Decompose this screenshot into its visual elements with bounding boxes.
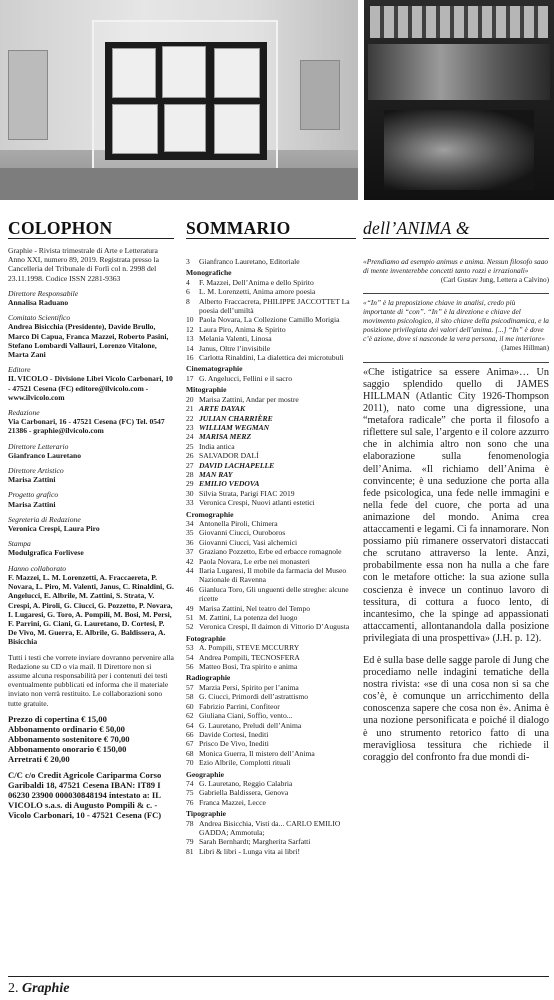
toc-title: G. Lauretano, Reggio Calabria	[199, 778, 293, 788]
toc-page-number: 64	[186, 720, 194, 730]
colophon-notice: Tutti i testi che vorrete inviare dovranno pervenire alla Redazione su CD o via mail. Il Direttore non si assume alcuna responsabilità per i contenuti dei testi eventualmente pubblicati ed informa che il materiale inviato non verrà restituito. Le collaborazioni sono tutte gratuite.	[8, 652, 174, 708]
toc-page-number: 35	[186, 528, 194, 538]
quote-divider	[363, 362, 549, 363]
colophon-value: Modulgrafica Forlivese	[8, 548, 84, 558]
toc-title: Libri & libri - Lunga vita ai libri!	[199, 846, 301, 856]
toc-entry[interactable]	[186, 423, 356, 432]
price-line: Arretrati € 20,00	[8, 753, 70, 764]
toc-entry[interactable]	[186, 847, 356, 856]
colophon-value: Andrea Bisicchia (Presidente), Davide Brullo, Marco Di Capua, Franca Mazzei, Roberto Pasini, Stefano Lombardi Vallauri, Lorenzo Vitalone, Marta Zani	[8, 322, 169, 360]
page-footer	[8, 981, 69, 997]
toc-page-number: 54	[186, 652, 194, 662]
toc-entry[interactable]	[186, 749, 356, 758]
toc-page-number: 79	[186, 837, 194, 847]
toc-page-number: 68	[186, 748, 194, 758]
toc-section: Tipographie	[186, 809, 226, 819]
price-line: Abbonamento onorario € 150,00	[8, 743, 127, 754]
colophon-block	[8, 289, 174, 307]
toc-entry[interactable]	[186, 711, 356, 720]
mantel-photo	[364, 0, 554, 200]
colophon-block	[8, 539, 174, 557]
toc-title: EMILIO VEDOVA	[199, 479, 260, 489]
toc-page-number: 14	[186, 343, 194, 353]
toc-title: L. M. Lorenzetti, Anima amore poesia	[199, 287, 316, 297]
colophon-block	[8, 408, 174, 436]
toc-entry[interactable]	[186, 643, 356, 652]
toc-title: Alberto Fraccacreta, PHILIPPE JACCOTTET La poesia dell’umiltà	[199, 296, 350, 316]
toc-title: Paola Novara, La Collezione Camillo Morigia	[199, 315, 340, 325]
toc-title: Andrea Pompili, TECNOSFERA	[199, 652, 300, 662]
sommario-heading: SOMMARIO	[186, 218, 291, 238]
toc-section: Cinematographie	[186, 364, 243, 374]
colophon-label: Editore	[8, 365, 31, 375]
toc-section: Radiographie	[186, 673, 231, 683]
colophon-label: Redazione	[8, 408, 40, 418]
colophon-label: Direttore Artistico	[8, 466, 64, 476]
quote-divider	[363, 293, 549, 294]
toc-page-number: 17	[186, 373, 194, 383]
toc-page-number: 76	[186, 797, 194, 807]
article-heading: dell’ANIMA &	[363, 218, 470, 238]
article-body	[363, 367, 549, 764]
toc-entry[interactable]	[186, 432, 356, 441]
toc-title: Matteo Bosi, Tra spirito e anima	[199, 662, 298, 672]
toc-title: Melania Valenti, Linosa	[199, 334, 272, 344]
colophon-label: Direttore Responsabile	[8, 288, 79, 298]
colophon-label: Segreteria di Redazione	[8, 514, 81, 524]
toc-page-number: 49	[186, 603, 194, 613]
toc-entry[interactable]	[186, 344, 356, 353]
toc-entry[interactable]	[186, 257, 356, 266]
toc-page-number: 27	[186, 460, 194, 470]
toc-entry[interactable]	[186, 566, 356, 585]
toc-title: Janus, Oltre l’invisibile	[199, 343, 271, 353]
bank-details: C/C c/o Credit Agricole Cariparma Corso Garibaldi 18, 47521 Cesena IBAN: IT89 I 06230 23900 000030848194 intestato a: IL VICOLO s.a.s. di Augusto Pompili & c. - Vicolo Carbonari, 10 - 47521 Cesena (FC)	[8, 769, 162, 820]
toc-page-number: 30	[186, 488, 194, 498]
toc-title: A. Pompili, STEVE MCCURRY	[199, 643, 300, 653]
toc-title: Andrea Bisicchia, Visti da... CARLO EMILIO GADDA; Ammotula;	[199, 818, 341, 837]
toc-entry[interactable]	[186, 287, 356, 296]
colophon-value: IL VICOLO - Divisione Libri Vicolo Carbonari, 10 - 47521 Cesena (FC) editore@ilvicolo.com - www.ilvicolo.com	[8, 374, 173, 402]
toc-page-number: 16	[186, 353, 194, 363]
toc-page-number: 58	[186, 692, 194, 702]
toc-title: F. Mazzei, Dell’Anima e dello Spirito	[199, 277, 314, 287]
toc-page-number: 25	[186, 441, 194, 451]
colophon-value: Marisa Zattini	[8, 475, 56, 485]
toc-entry[interactable]	[186, 819, 356, 838]
toc-title: Gianluca Toro, Gli unguenti delle streghe: alcune ricette	[199, 584, 349, 604]
toc-entry[interactable]	[186, 442, 356, 451]
toc-page-number: 52	[186, 622, 194, 632]
toc-entry[interactable]	[186, 470, 356, 479]
toc-title: JULIAN CHARRIÈRE	[199, 413, 273, 423]
footer-rule	[8, 976, 549, 977]
exhibition-photo	[0, 0, 358, 200]
toc-page-number: 23	[186, 422, 194, 432]
colophon-block	[8, 515, 174, 533]
article-paragraph: «Che istigatrice sa essere Anima»… Un saggio splendido quello di JAMES HILLMAN (Atlantic City 1926-Thompson 2011), nato come una digressione, una “metafora radicale” che porta il filosofo a riflettere sul sale, l’argento e il colore azzurro che in alchimia altro non sono che una elaborazione sulla fenomenologia dell’Anima. «Il richiamo dell’Anima è convincente; è una seduzione che porta alla fede psicologica, una fede nelle immagini e nella fede del cuore, che porta ad una animazione del mondo. Anima crea attaccamenti e legami. Ci fa innamorare. Non possiamo più rimanere osservatori distaccati che scrutano attraverso la lente. Anzi, probabilmente essa non ha nulla a che fare con le metafore ottiche: la sua azione sulla coscienza è invece un continuo lavoro di tessitura, di cottura a fuoco lento, di incantesimo, che la spinge ad appassionati attaccamenti, allontanandola dalla posizione privilegiata di una prospettiva» (J.H. p. 12).	[363, 366, 549, 644]
toc-page-number: 4	[186, 277, 190, 287]
table-of-contents	[186, 257, 356, 856]
colophon-label: Progetto grafico	[8, 490, 59, 500]
toc-entry[interactable]	[186, 585, 356, 604]
toc-page-number: 66	[186, 729, 194, 739]
toc-title: Antonella Piroli, Chimera	[199, 518, 278, 528]
toc-entry[interactable]	[186, 461, 356, 470]
toc-entry[interactable]	[186, 315, 356, 324]
toc-title: Sarah Bernhardt; Margherita Sarfatti	[199, 837, 311, 847]
toc-page-number: 13	[186, 334, 194, 344]
price-list	[8, 714, 174, 764]
toc-page-number: 34	[186, 518, 194, 528]
toc-page-number: 44	[186, 566, 194, 575]
colophon-value: Veronica Crespi, Laura Piro	[8, 524, 100, 534]
toc-title: Silvia Strata, Parigi FIAC 2019	[199, 488, 295, 498]
toc-title: Giuliana Ciani, Soffio, vento...	[199, 711, 293, 721]
toc-title: Gabriella Baldissera, Genova	[199, 788, 289, 798]
toc-page-number: 21	[186, 404, 194, 414]
toc-page-number: 33	[186, 498, 194, 508]
toc-entry[interactable]	[186, 353, 356, 362]
toc-section: Mitographie	[186, 385, 227, 395]
toc-page-number: 20	[186, 394, 194, 404]
page-number: 2.	[8, 981, 19, 996]
toc-page-number: 62	[186, 711, 194, 721]
toc-entry[interactable]	[186, 788, 356, 797]
colophon	[8, 246, 174, 826]
toc-entry[interactable]	[186, 758, 356, 767]
toc-entry[interactable]	[186, 489, 356, 498]
toc-title: Monica Guerra, Il mistero dell’Anima	[199, 748, 315, 758]
toc-entry[interactable]	[186, 779, 356, 788]
colophon-blocks	[8, 289, 174, 647]
toc-page-number: 28	[186, 469, 194, 479]
toc-entry[interactable]	[186, 278, 356, 287]
toc-page-number: 70	[186, 758, 194, 768]
toc-title: Marzia Persi, Spirito per l’anima	[199, 682, 299, 692]
toc-page-number: 56	[186, 662, 194, 672]
toc-page-number: 10	[186, 315, 194, 325]
toc-page-number: 60	[186, 701, 194, 711]
toc-title: India antica	[199, 441, 235, 451]
toc-title: Marisa Zattini, Nel teatro del Tempo	[199, 603, 311, 613]
toc-entry[interactable]	[186, 702, 356, 711]
toc-section: Fotographie	[186, 633, 226, 643]
colophon-block	[8, 442, 174, 460]
toc-page-number: 26	[186, 451, 194, 461]
hillman-quote: «“In” è la preposizione chiave in analisi, credo più importante di “con”. “In” è la direzione e chiave del movimento psicologico, il sito chiave della psicodinamica, e la posizione privilegiata dei valori dell’anima. [...] “In” è dove c’è azione, dove si nasconde la vera persona, il me interiore»	[363, 298, 549, 344]
toc-page-number: 22	[186, 413, 194, 423]
toc-title: Franca Mazzei, Lecce	[199, 797, 266, 807]
toc-section: Geographie	[186, 769, 224, 779]
toc-title: WILLIAM WEGMAN	[199, 422, 270, 432]
colophon-block	[8, 564, 174, 647]
toc-page-number: 24	[186, 432, 194, 442]
toc-entry[interactable]	[186, 721, 356, 730]
toc-entry[interactable]	[186, 837, 356, 846]
toc-entry[interactable]	[186, 334, 356, 343]
toc-title: MAN RAY	[199, 469, 233, 479]
price-line: Abbonamento sostenitore € 70,00	[8, 733, 130, 744]
toc-entry[interactable]	[186, 414, 356, 423]
toc-page-number: 75	[186, 788, 194, 798]
toc-entry[interactable]	[186, 297, 356, 316]
colophon-intro: Graphie - Rivista trimestrale di Arte e Letteratura Anno XXI, numero 89, 2019. Registrata presso la Cancelleria del Tribunale di Forlì col n. 2998 del 23.11.1998. Codice ISSN 2281-9363	[8, 246, 160, 283]
toc-title: Marisa Zattini, Andar per mostre	[199, 394, 299, 404]
toc-entry[interactable]	[186, 325, 356, 334]
colophon-label: Comitato Scientifico	[8, 313, 71, 323]
toc-title: Prisco De Vivo, Inediti	[199, 739, 269, 749]
toc-title: SALVADOR DALÍ	[199, 451, 259, 461]
toc-title: M. Zattini, La potenza del luogo	[199, 613, 298, 623]
toc-entry[interactable]	[186, 692, 356, 701]
colophon-label: Direttore Letterario	[8, 441, 69, 451]
colophon-heading: COLOPHON	[8, 218, 113, 238]
colophon-value: Annalisa Raduano	[8, 298, 69, 308]
toc-title: Laura Piro, Anima & Spirito	[199, 324, 286, 334]
jung-quote: «Prendiamo ad esempio animus e anima. Nessun filosofo saao di mente inventerebbe concetti tanto rozzi e irrazionali»	[363, 257, 549, 275]
jung-quote-source: (Carl Gustav Jung, Lettera a Calvino)	[440, 276, 549, 284]
colophon-block	[8, 365, 174, 402]
toc-entry[interactable]	[186, 395, 356, 404]
toc-page-number: 42	[186, 556, 194, 566]
toc-entry[interactable]	[186, 498, 356, 507]
toc-page-number: 36	[186, 537, 194, 547]
toc-title: G. Ciucci, Primordi dell’astrattismo	[199, 692, 309, 702]
hillman-quote-source: (James Hillman)	[501, 344, 549, 353]
toc-title: MARISA MERZ	[199, 432, 252, 442]
toc-page-number: 12	[186, 324, 194, 334]
colophon-value: Via Carbonari, 16 - 47521 Cesena (FC) Tel. 0547 21386 - graphie@ilvicolo.com	[8, 417, 165, 436]
toc-entry[interactable]	[186, 798, 356, 807]
toc-entry[interactable]	[186, 683, 356, 692]
toc-title: Paola Novara, Le erbe nei monasteri	[199, 556, 310, 566]
toc-entry[interactable]	[186, 730, 356, 739]
toc-title: G. Angelucci, Fellini e il sacro	[199, 373, 293, 383]
sommario-rule	[186, 238, 356, 239]
toc-title: Davide Cortesi, Inediti	[199, 729, 269, 739]
article	[363, 257, 549, 774]
colophon-value: Marisa Zattini	[8, 499, 56, 509]
toc-page-number: 51	[186, 613, 194, 623]
colophon-block	[8, 313, 174, 359]
toc-title: Giovanni Ciucci, Ouroboros	[199, 528, 286, 538]
toc-entry[interactable]	[186, 547, 356, 556]
colophon-block	[8, 466, 174, 484]
toc-page-number: 8	[186, 296, 190, 306]
toc-page-number: 74	[186, 778, 194, 788]
article-rule	[363, 238, 549, 239]
toc-entry[interactable]	[186, 451, 356, 460]
toc-title: G. Lauretano, Preludi dell’Anima	[199, 720, 302, 730]
toc-section: Cromographie	[186, 509, 234, 519]
toc-entry[interactable]	[186, 604, 356, 613]
toc-entry[interactable]	[186, 519, 356, 528]
toc-title: Giovanni Ciucci, Vasi alchemici	[199, 537, 298, 547]
toc-title: Fabrizio Parrini, Confiteor	[199, 701, 280, 711]
toc-entry[interactable]	[186, 557, 356, 566]
toc-page-number: 46	[186, 584, 194, 594]
toc-title: Veronica Crespi, Il daimon di Vittorio D’Augusta	[199, 622, 350, 632]
toc-title: Carlotta Rinaldini, La dialettica dei microtubuli	[199, 353, 344, 363]
colophon-block	[8, 490, 174, 508]
toc-title: DAVID LACHAPELLE	[199, 460, 275, 470]
toc-title: ARTE DAYAK	[199, 404, 246, 414]
toc-entry[interactable]	[186, 404, 356, 413]
publication-name: Graphie	[22, 981, 70, 996]
toc-entry[interactable]	[186, 613, 356, 622]
colophon-rule	[8, 238, 174, 239]
toc-entry[interactable]	[186, 479, 356, 488]
article-paragraph: Ed è sulla base delle sagge parole di Jung che procediamo nelle indagini tematiche della nostra rivista: «se di una cosa non si sa che cos’è, è comunque un arricchimento della conoscenza sapere che cosa non è». Anima è una nozione personificata e poiché il dialogo è uno strumento retorico fatto di una meravigliosa tessitura che richiede il coraggio del confronto fra due mondi di-	[363, 654, 549, 763]
colophon-label: Stampa	[8, 539, 31, 549]
price-line: Prezzo di copertina € 15,00	[8, 713, 107, 724]
colophon-value: F. Mazzei, L. M. Lorenzetti, A. Fraccaereta, P. Novara, L. Piro, M. Valenti, Janus, C. Rinaldini, G. Angelucci, E. Albrile, M. Zattini, S. Strata, V. Crespi, A. Piroli, G. Ciucci, G. Pozzetto, P. Novara, I. Lugaresi, G. Toro, A. Pompili, M. Bosi, M. Persi, F. Parrini, G. Ciani, G. Lauretano, D. Cortesi, P. De Vivo, M. Guerra, E. Albrile, G. Baldissera, A. Bisicchia	[8, 572, 174, 647]
toc-page-number: 78	[186, 818, 194, 828]
toc-page-number: 6	[186, 287, 190, 297]
toc-entry[interactable]	[186, 528, 356, 537]
toc-page-number: 53	[186, 643, 194, 653]
colophon-label: Hanno collaborato	[8, 563, 67, 573]
toc-title: Graziano Pozzetto, Erbe ed erbacce romagnole	[199, 547, 342, 557]
toc-entry[interactable]	[186, 739, 356, 748]
toc-page-number: 57	[186, 682, 194, 692]
toc-entry[interactable]	[186, 653, 356, 662]
toc-entry[interactable]	[186, 622, 356, 631]
toc-page-number: 29	[186, 479, 194, 489]
toc-title: Veronica Crespi, Nuovi atlanti estetici	[199, 498, 315, 508]
colophon-value: Gianfranco Lauretano	[8, 450, 82, 460]
toc-title: Ilaria Lugaresi, Il mobile da farmacia del Museo Nazionale di Ravenna	[199, 566, 347, 585]
toc-page-number: 37	[186, 547, 194, 557]
toc-title: Ezio Albrile, Complotti rituali	[199, 758, 291, 768]
price-line: Abbonamento ordinario € 50,00	[8, 723, 125, 734]
toc-title: Gianfranco Lauretano, Editoriale	[199, 257, 300, 266]
toc-section: Monografiche	[186, 268, 232, 278]
toc-entry[interactable]	[186, 374, 356, 383]
toc-page-number: 81	[186, 846, 194, 856]
toc-entry[interactable]	[186, 538, 356, 547]
toc-entry[interactable]	[186, 662, 356, 671]
toc-page-number: 3	[186, 257, 190, 266]
toc-page-number: 67	[186, 739, 194, 749]
